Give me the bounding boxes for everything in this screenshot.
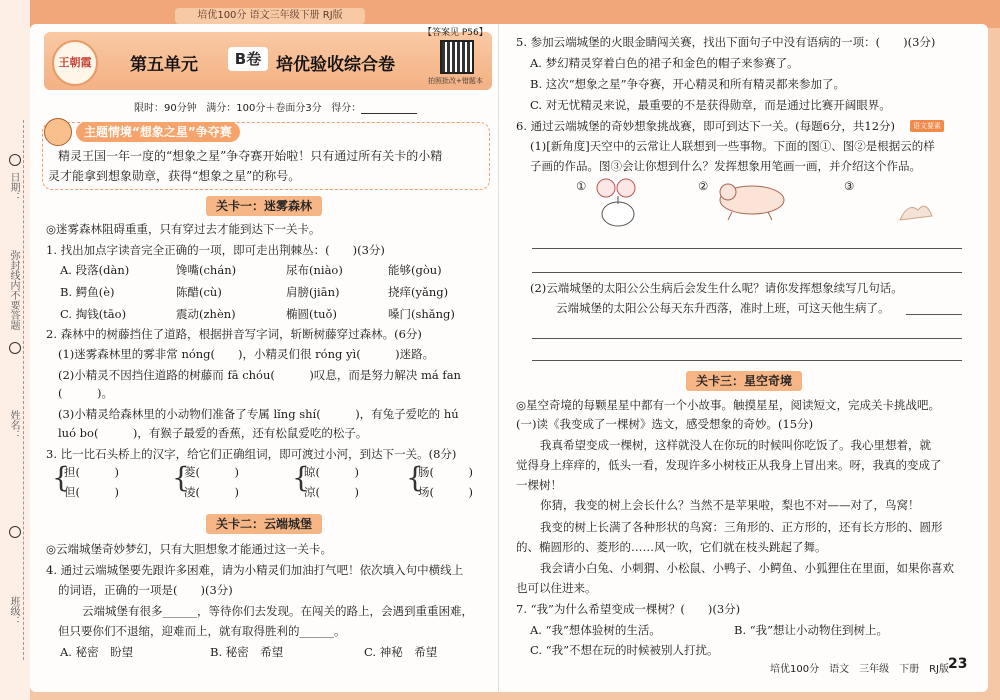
q7-option: C. “我”不想在玩的时候被别人打扰。 (530, 643, 719, 657)
answer-line[interactable] (532, 272, 962, 273)
book-title-tab: 培优100分 语文三年级下册 RJ版 (175, 8, 365, 24)
q1-option: A. 段落(dàn) (60, 263, 130, 277)
level3-title: 关卡三：星空奇境 (686, 371, 802, 391)
level2-intro: ◎云端城堡奇妙梦幻，只有大胆想象才能通过这一关卡。 (46, 542, 333, 556)
level3-sub: (一)读《我变成了一棵树》选文，感受想象的奇妙。(15分) (516, 417, 814, 431)
q2-3a: (3)小精灵给森林里的小动物们准备了专属 lǐng shí( )，有兔子爱吃的 hú (58, 407, 459, 421)
q3: 3. 比一比石头桥上的汉字，给它们正确组词，即可渡过小河，到达下一关。(8分) (46, 447, 457, 461)
q2-2b: ( )。 (58, 386, 113, 400)
q2-3b: luó bo( )，有猴子最爱的香蕉，还有松鼠爱吃的松子。 (58, 426, 368, 440)
bind-circle (9, 154, 21, 166)
q1-option: 馋嘴(chán) (176, 263, 237, 277)
answer-line[interactable] (532, 248, 962, 249)
cloud-dog-figure (712, 176, 792, 222)
q4c: 云端城堡有很多______，等待你们去发现。在闯关的路上，会遇到重重困难， (82, 604, 473, 618)
q6-1a: (1)[新角度]天空中的云常让人联想到一些事物。下面的图①、图②是根据云的样 (530, 139, 935, 153)
q5b: B. 这次“想象之星”争夺赛，开心精灵和所有精灵都来参加了。 (530, 77, 846, 91)
date-label: 日期： (8, 172, 19, 202)
q1-option: 嗓门(shǎng) (388, 307, 455, 321)
q4-option: B. 秘密 希望 (210, 645, 284, 659)
theme-text-2: 灵才能拿到想象勋章，获得“想象之星”的称号。 (48, 169, 301, 183)
answer-line[interactable] (906, 314, 962, 315)
q7-option: B. “我”想让小动物住到树上。 (734, 623, 889, 637)
q5a: A. 梦幻精灵穿着白色的裙子和金色的帽子来参赛了。 (530, 56, 799, 70)
answer-line[interactable] (532, 360, 962, 361)
q6-tag: 语文要素 (910, 120, 944, 132)
bind-circle (9, 526, 21, 538)
q6-2b: 云端城堡的太阳公公每天东升西落，准时上班，可这天他生病了。 (556, 301, 890, 315)
no-answer-note: 弥封线内不要答题 (8, 250, 19, 330)
q1-option: 能够(gòu) (388, 263, 442, 277)
passage-p2: 你猜，我变的树上会长什么？当然不是苹果啦，梨也不对——对了，鸟窝！ (540, 498, 920, 512)
level2-title: 关卡二：云端城堡 (206, 514, 322, 534)
q3-word: 凉( ) (304, 485, 359, 499)
answer-reference: 【答案见 P56】 (423, 28, 488, 38)
q4b: 的词语，正确的一项是( )(3分) (58, 583, 233, 597)
q5: 5. 参加云端城堡的火眼金睛闯关赛，找出下面句子中没有语病的一项：( )(3分) (516, 35, 936, 49)
passage-p1c: 一棵树！ (516, 478, 562, 492)
passage-p1: 我真希望变成一棵树，这样就没人在你玩的时候叫你吃饭了。我心里想着，就 (540, 438, 931, 452)
passage-p3: 我变的树上长满了各种形状的鸟窝：三角形的、正方形的，还有长方形的、圆形 (540, 520, 943, 534)
paper-badge: B卷 (228, 47, 268, 71)
time-limit: 限时：90分钟 (134, 103, 197, 114)
level1-title: 关卡一：迷雾森林 (206, 196, 322, 216)
bind-circle (9, 342, 21, 354)
name-label: 姓名： (8, 410, 19, 440)
q4a: 4. 通过云端城堡要先跟许多困难，请为小精灵们加油打气吧！依次填入句中横线上 (46, 563, 464, 577)
q3-word: 担( ) (64, 465, 119, 479)
q7-option: A. “我”想体验树的生活。 (530, 623, 661, 637)
fig-label: ③ (844, 179, 855, 193)
brand-logo: 王朝霞 (52, 40, 98, 86)
unit-title: 第五单元 (130, 55, 198, 75)
passage-p1b: 觉得身上痒痒的，低头一看，发现许多小树枝正从我身上冒出来。呀，我真的变成了 (516, 458, 942, 472)
q6-1b: 子画的作品。图③会让你想到什么？发挥想象用笔画一画，并介绍这个作品。 (530, 159, 921, 173)
class-label: 班级： (8, 596, 19, 626)
q1-option: 肩膀(jiān) (286, 285, 340, 299)
cloud-tree-figure (588, 174, 648, 234)
q6-2: (2)云端城堡的太阳公公生病后会发生什么呢？请你发挥想象续写几句话。 (530, 281, 903, 295)
cut-line (23, 120, 24, 660)
q1-option: C. 掏钱(tāo) (60, 307, 127, 321)
fig-label: ② (698, 179, 709, 193)
passage-p3b: 的、椭圆形的、菱形的……风一吹，它们就在枝头跳起了舞。 (516, 540, 827, 554)
q2-2a: (2)小精灵不因挡住道路的树藤而 fā chóu( )叹息，而是努力解决 má fan (58, 368, 461, 382)
full-score: 满分：100分＋卷面分3分 (206, 103, 322, 114)
q4d: 但只要你们不退缩，迎难而上，就有取得胜利的______。 (58, 624, 346, 638)
page-fold (498, 24, 499, 692)
q5c: C. 对无忧精灵来说，最重要的不是获得勋章，而是通过比赛开阔眼界。 (530, 98, 891, 112)
q1-option: 椭圆(tuǒ) (286, 307, 337, 321)
q1-option: 陈醋(cù) (176, 285, 222, 299)
q1-option: 震动(zhèn) (176, 307, 236, 321)
passage-p4: 我会请小白兔、小刺猬、小松鼠、小鸭子、小鳄鱼、小狐狸住在里面，如果你喜欢 (540, 561, 954, 575)
page-number: 23 (948, 656, 968, 672)
footer-text: 培优100分 语文 三年级 下册 RJ版 (770, 664, 949, 675)
score-label: 得分： (331, 103, 362, 114)
fig-label: ① (576, 179, 587, 193)
q1: 1. 找出加点字读音完全正确的一项，即可走出荆棘丛：( )(3分) (46, 243, 385, 257)
mascot-icon (44, 118, 72, 146)
exam-header (44, 32, 492, 90)
q3-word: 肠( ) (418, 465, 473, 479)
q4-option: C. 神秘 希望 (364, 645, 438, 659)
q2: 2. 森林中的树藤挡住了道路，根据拼音写字词，斩断树藤穿过森林。(6分) (46, 327, 422, 341)
exam-title: 培优验收综合卷 (276, 55, 395, 75)
answer-line[interactable] (532, 338, 962, 339)
q3-word: 晾( ) (304, 465, 359, 479)
score-blank[interactable] (361, 104, 417, 114)
q3-word: 凌( ) (184, 485, 239, 499)
q4-option: A. 秘密 盼望 (60, 645, 134, 659)
level1-intro: ◎迷雾森林阻碍重重，只有穿过去才能到达下一关卡。 (46, 222, 321, 236)
q3-word: 场( ) (418, 485, 473, 499)
theme-text-1: 精灵王国一年一度的“想象之星”争夺赛开始啦！只有通过所有关卡的小精 (58, 149, 443, 163)
qr-code-icon[interactable] (440, 40, 474, 74)
q1-option: 尿布(niào) (286, 263, 343, 277)
q1-option: B. 鳄鱼(è) (60, 285, 115, 299)
passage-p4b: 也可以住进来。 (516, 581, 597, 595)
q1-option: 挠痒(yǎng) (388, 285, 449, 299)
q3-word: 菱( ) (184, 465, 239, 479)
q7: 7. “我”为什么希望变成一棵树？( )(3分) (516, 602, 741, 616)
q6: 6. 通过云端城堡的奇妙想象挑战赛，即可到达下一关。(每题6分，共12分) (516, 119, 896, 133)
cloud-sketch-figure (896, 196, 936, 226)
theme-title: 主题情境“想象之星”争夺赛 (76, 122, 240, 142)
level3-intro: ◎星空奇境的每颗星星中都有一个小故事。触摸星星，阅读短文，完成关卡挑战吧。 (516, 398, 941, 412)
q3-word: 但( ) (64, 485, 119, 499)
qr-caption: 拍照批改+错题本 (428, 77, 483, 85)
q2-1: (1)迷雾森林里的雾非常 nóng( )，小精灵们很 róng yì( )迷路。 (58, 347, 435, 361)
time-score-line (134, 99, 417, 114)
